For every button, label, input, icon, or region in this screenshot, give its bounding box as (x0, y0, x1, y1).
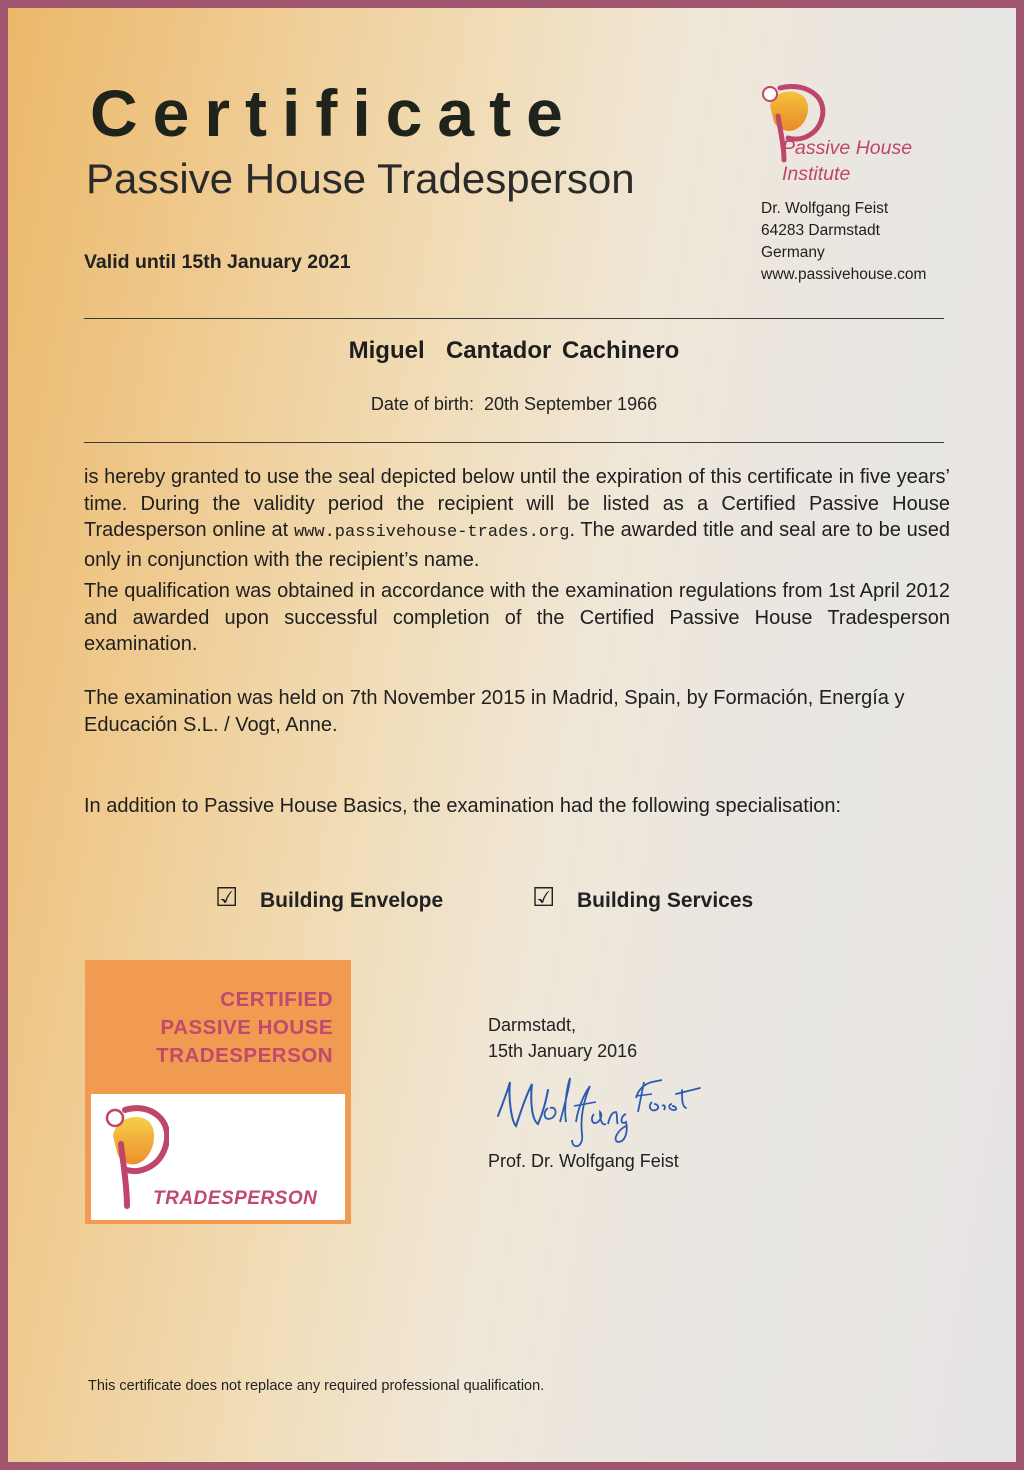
qualification-paragraph: The qualification was obtained in accordance with the examination regulations from 1st April 2012 and awarded upon successful completion of the Certified Passive House Tradesperson examination. (84, 580, 950, 655)
date-of-birth (84, 394, 944, 415)
footer-note: This certificate does not replace any required professional qualification. (88, 1378, 545, 1394)
signature (486, 1060, 716, 1152)
examination-paragraph: The examination was held on 7th November 2015 in Madrid, Spain, by Formación, Energía y Educación S.L. / Vogt, Anne. (84, 687, 905, 736)
recipient-name: Miguel Cantador Cachinero (348, 337, 680, 364)
validity-date: Valid until 15th January 2021 (84, 251, 351, 273)
specialisation-building-services: Building Services (577, 889, 754, 912)
specialisation-building-envelope: Building Envelope (260, 889, 444, 912)
seal-heading (156, 986, 333, 1070)
grant-text-end: . The awarded title and seal are to be used only in conjunction with the recipient’s name. (84, 519, 950, 571)
institute-website: www.passivehouse.com (761, 266, 927, 283)
certificate-title: Certificate (90, 76, 578, 150)
institute-name-line1: Passive House (782, 137, 913, 159)
address-line: Germany (761, 244, 825, 261)
divider (84, 442, 944, 443)
signing-place: Darmstadt, (488, 1015, 577, 1035)
signing-place-date (488, 1012, 637, 1064)
seal-line: CERTIFIED (220, 988, 333, 1011)
grant-paragraph (84, 464, 950, 573)
certificate-subtitle: Passive House Tradesperson (86, 155, 635, 202)
checkbox-icon: ☑ (532, 882, 556, 912)
institute-name-line2: Institute (782, 163, 851, 185)
seal-bottom-label: TRADESPERSON (153, 1188, 318, 1209)
institute-name (782, 135, 912, 187)
dob-value: 20th September 1966 (483, 394, 658, 414)
divider (84, 318, 944, 319)
seal-line: PASSIVE HOUSE (160, 1016, 333, 1039)
seal-panel (91, 1094, 345, 1220)
certificate-page (8, 8, 1016, 1462)
signer-name: Prof. Dr. Wolfgang Feist (488, 1151, 679, 1171)
seal-line: TRADESPERSON (156, 1044, 333, 1067)
institute-address (761, 198, 926, 286)
tradesperson-seal (85, 960, 351, 1224)
address-line: Dr. Wolfgang Feist (761, 200, 889, 217)
checkbox-icon: ☑ (215, 882, 239, 912)
dob-label: Date of birth: (370, 394, 474, 414)
address-line: 64283 Darmstadt (761, 222, 880, 239)
trades-website: www.passivehouse-trades.org (293, 523, 570, 542)
grant-text: is hereby granted to use the seal depicted below until the expiration of this certificate in five years’ time. During the validity period the recipient will be listed as a Certified Passive House Tradesperson online at (84, 466, 950, 541)
specialisation-intro: In addition to Passive House Basics, the examination had the following specialisation: (84, 795, 842, 817)
signing-date: 15th January 2016 (488, 1041, 638, 1061)
